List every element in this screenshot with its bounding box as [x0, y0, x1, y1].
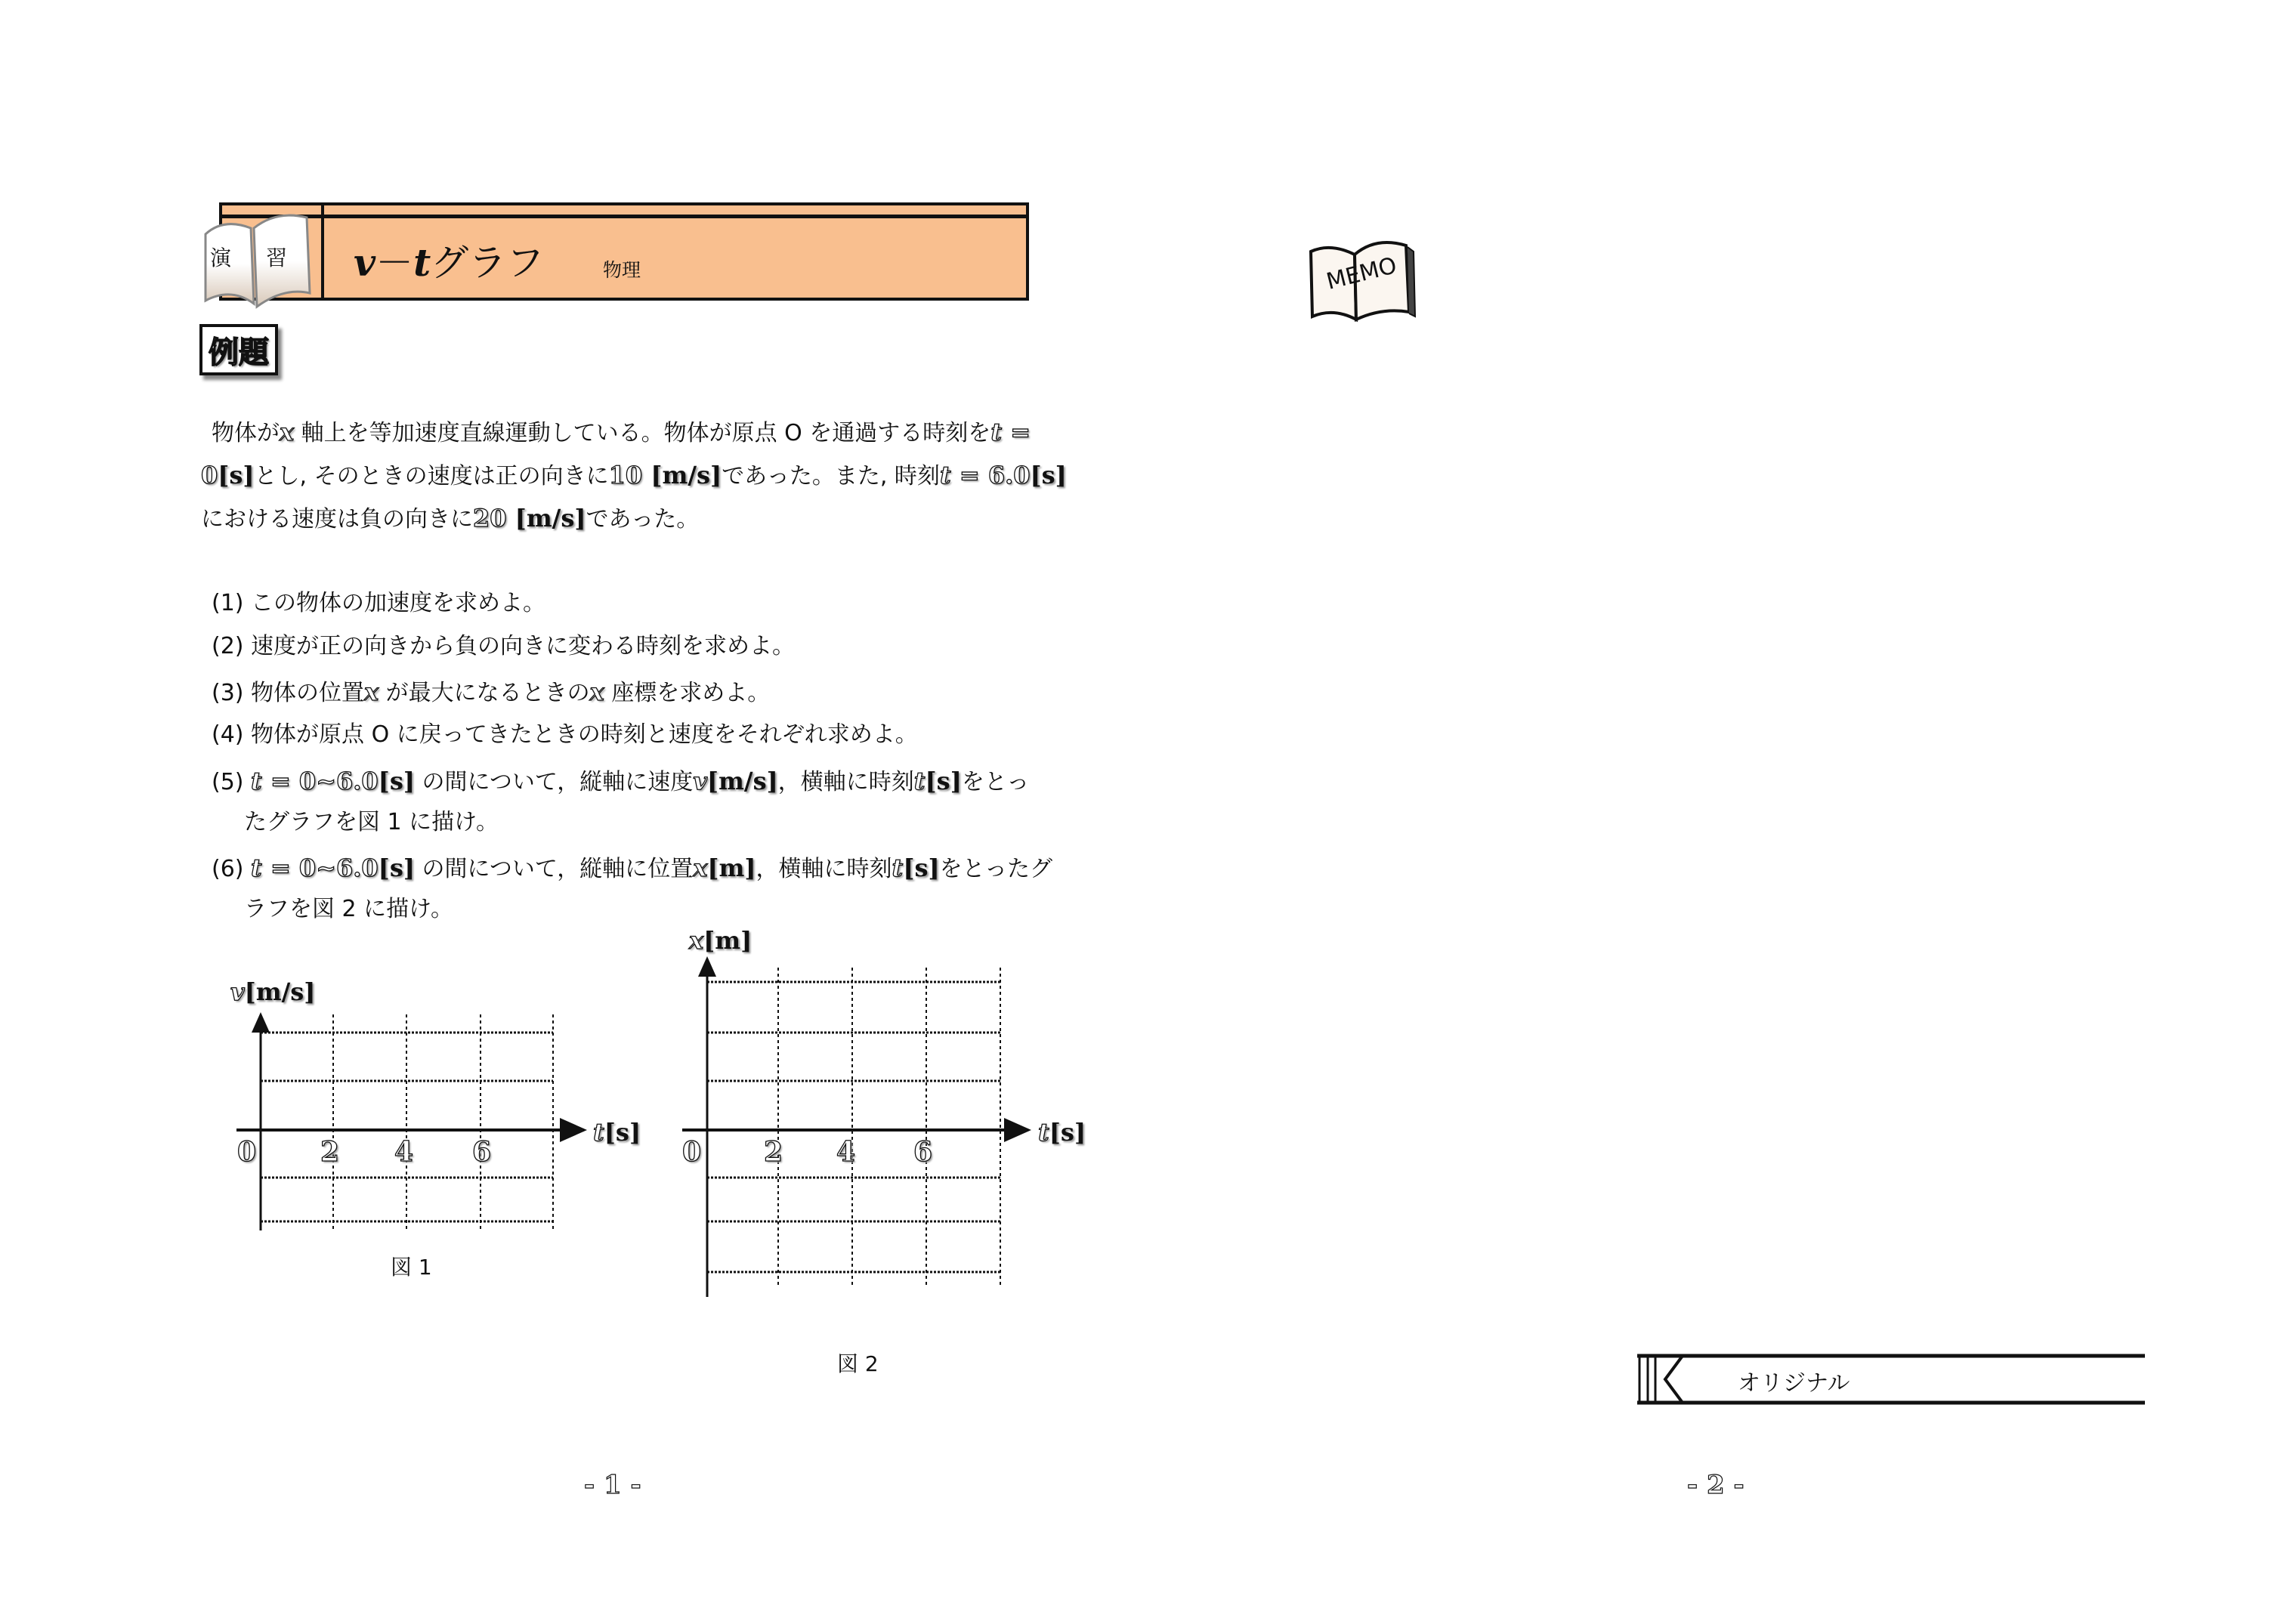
math-var: t	[1038, 1118, 1049, 1147]
text: ，横軸に時刻	[756, 856, 892, 882]
subject-label: 物理	[603, 259, 641, 281]
math-op: =	[950, 461, 988, 489]
text: が最大になるときの	[379, 680, 590, 706]
text: とし, そのときの速度は正の向きに	[254, 463, 609, 489]
math-var: t	[913, 767, 926, 795]
figure-1-caption: 図 1	[391, 1255, 432, 1280]
text: 物体の位置	[251, 680, 365, 706]
badge-right-text: 習	[266, 245, 288, 270]
text: 座標を求めよ。	[604, 680, 771, 706]
number: 10	[608, 461, 643, 489]
text: この物体の加速度を求めよ。	[251, 590, 546, 616]
unit: [m/s]	[506, 504, 586, 533]
unit: [m]	[703, 926, 752, 955]
text: 軸上を等加速度直線運動している。物体が原点 O を通過する時刻を	[294, 420, 991, 446]
text: であった。また, 時刻	[722, 463, 940, 489]
title-var-v: v	[354, 240, 376, 285]
unit: [m]	[707, 854, 756, 882]
figure-2-tick: 6	[913, 1136, 933, 1168]
number: 0~6.0	[298, 767, 379, 795]
unit: [s]	[218, 461, 255, 489]
figure-1-y-label	[230, 977, 315, 1006]
text: であった。	[586, 506, 700, 533]
text: 速度が正の向きから負の向きに変わる時刻を求めよ。	[251, 633, 796, 659]
unit: [m/s]	[244, 977, 316, 1006]
question-number: (3)	[212, 680, 244, 706]
math-var: x	[693, 854, 708, 882]
unit: [s]	[925, 767, 962, 795]
question-6-continued: ラフを図 2 に描け。	[244, 896, 453, 922]
unit: [s]	[903, 854, 940, 882]
unit: [s]	[604, 1118, 641, 1147]
math-var: t	[251, 767, 262, 795]
math-var: t	[892, 854, 904, 882]
page-number-2: - 2 -	[1687, 1470, 1744, 1500]
figure-2-tick: 4	[836, 1136, 856, 1168]
question-5-continued: たグラフを図 1 に描け。	[244, 809, 499, 835]
math-var: x	[589, 678, 604, 706]
memo-book-icon	[1308, 229, 1421, 327]
figure-1-tick: 2	[320, 1136, 340, 1168]
text: ，横軸に時刻	[777, 769, 914, 795]
number: 0	[201, 461, 218, 489]
title-var-t: t	[413, 240, 431, 285]
text: をとったグ	[939, 856, 1053, 882]
math-var: t	[251, 854, 262, 882]
unit: [m/s]	[706, 767, 778, 795]
question-number: (4)	[212, 721, 244, 748]
figure-2-caption: 図 2	[837, 1351, 879, 1376]
unit: [s]	[1030, 461, 1067, 489]
original-tag	[1637, 1354, 2145, 1405]
title-dash: －	[375, 241, 414, 285]
text: 物体が	[212, 420, 280, 446]
math-op: =	[261, 854, 299, 882]
unit: [m/s]	[642, 461, 722, 489]
figure-2-tick: 0	[682, 1136, 702, 1168]
math-op: =	[261, 767, 299, 795]
math-op: =	[1002, 418, 1031, 446]
math-var: v	[230, 977, 245, 1006]
number: 6.0	[987, 461, 1031, 489]
math-var: x	[280, 418, 295, 446]
question-number: (1)	[212, 590, 244, 616]
badge-left-text: 演	[210, 245, 232, 270]
text: の間について，縦軸に速度	[414, 769, 694, 795]
question-number: (6)	[212, 856, 244, 882]
original-tag-label: オリジナル	[1738, 1370, 1850, 1397]
math-var: v	[693, 767, 707, 795]
figure-1-tick: 6	[472, 1136, 492, 1168]
math-var: t	[939, 461, 951, 489]
figure-2-tick: 2	[764, 1136, 783, 1168]
text: 物体が原点 O に戻ってきたときの時刻と速度をそれぞれ求めよ。	[251, 721, 918, 748]
title-text: グラフ	[431, 241, 545, 285]
text: の間について，縦軸に位置	[414, 856, 694, 882]
math-var: t	[990, 418, 1003, 446]
page-number-1: - 1 -	[584, 1470, 641, 1500]
math-var: x	[689, 926, 704, 955]
figure-2-x-label	[1038, 1118, 1086, 1147]
unit: [s]	[1049, 1118, 1086, 1147]
math-var: t	[593, 1118, 604, 1147]
figure-2-y-label	[689, 926, 752, 955]
question-number: (2)	[212, 633, 244, 659]
math-var: x	[364, 678, 379, 706]
question-number: (5)	[212, 769, 244, 795]
figure-1-tick: 0	[237, 1136, 257, 1168]
figure-1-tick: 4	[394, 1136, 414, 1168]
figure-1-x-label	[593, 1118, 641, 1147]
text: をとっ	[961, 769, 1030, 795]
example-label: 例題	[199, 324, 278, 375]
unit: [s]	[378, 854, 415, 882]
number: 0~6.0	[298, 854, 379, 882]
number: 20	[473, 504, 507, 533]
text: における速度は負の向きに	[201, 506, 473, 533]
memo-label: MEMO	[1324, 252, 1400, 295]
unit: [s]	[378, 767, 415, 795]
